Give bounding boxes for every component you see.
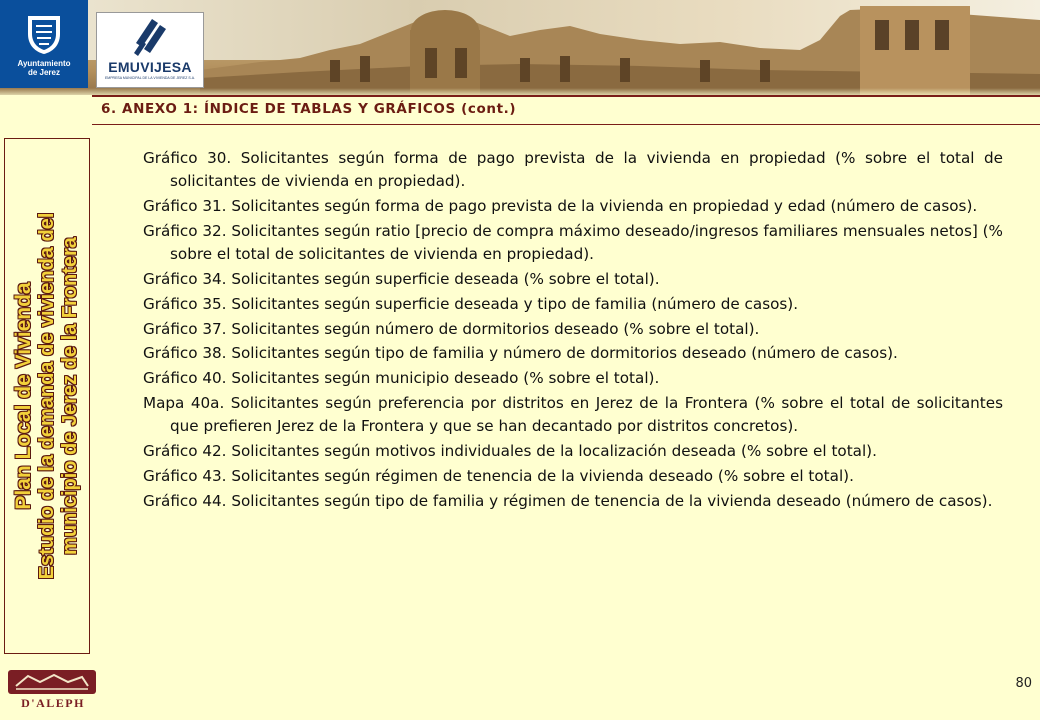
sidebar-title-line1: Plan Local de Vivienda: [12, 282, 35, 510]
index-item: Gráfico 34. Solicitantes según superficie deseada (% sobre el total).: [143, 269, 660, 288]
index-item: Gráfico 37. Solicitantes según número de dormitorios deseado (% sobre el total).: [143, 319, 760, 338]
sidebar-title-line3: municipio de Jerez de la Frontera: [59, 237, 81, 555]
index-item: Gráfico 35. Solicitantes según superficie deseada y tipo de familia (número de casos).: [143, 294, 799, 313]
index-item: Gráfico 31. Solicitantes según forma de pago prevista de la vivienda en propiedad y edad (número de casos).: [143, 197, 978, 216]
banner-fade: [0, 88, 1040, 95]
index-item: Gráfico 32. Solicitantes según ratio [precio de compra máximo deseado/ingresos familiares mensuales netos] (% sobre el total de solicitantes de vivienda en propiedad).: [143, 221, 1003, 264]
index-item: Gráfico 30. Solicitantes según forma de pago prevista de la vivienda en propiedad (% sobre el total de solicitantes de vivienda en propiedad).: [143, 149, 1003, 191]
emuvijesa-subtitle: EMPRESA MUNICIPAL DE LA VIVIENDA DE JEREZ S.A.: [104, 76, 196, 80]
ayuntamiento-label: Ayuntamiento de Jerez: [17, 58, 71, 77]
sidebar-title-line2: Estudio de la demanda de vivienda del: [36, 212, 58, 580]
emuvijesa-logo: [96, 12, 204, 88]
index-item: Gráfico 40. Solicitantes según municipio deseado (% sobre el total).: [143, 369, 660, 388]
header-rule: [92, 95, 1040, 97]
sidebar-vertical-title: [12, 146, 82, 646]
index-item: Gráfico 43. Solicitantes según régimen de tenencia de la vivienda deseado (% sobre el total).: [143, 466, 854, 485]
section-title: 6. ANEXO 1: ÍNDICE DE TABLAS Y GRÁFICOS (cont.): [101, 101, 517, 117]
index-item: Gráfico 44. Solicitantes según tipo de familia y régimen de tenencia de la vivienda deseado (número de casos).: [143, 491, 993, 510]
daleph-emblem-icon: [8, 670, 96, 694]
emuvijesa-mark-icon: [130, 13, 170, 57]
index-list: [143, 147, 1003, 514]
daleph-logo: [8, 670, 98, 712]
ayuntamiento-logo: [0, 0, 88, 88]
page-number: 80: [1015, 676, 1032, 691]
index-item: Gráfico 38. Solicitantes según tipo de familia y número de dormitorios deseado (número de casos).: [143, 344, 898, 363]
coat-of-arms-icon: [24, 12, 64, 56]
sidebar-title-box: [4, 138, 90, 654]
index-item: Gráfico 42. Solicitantes según motivos individuales de la localización deseada (% sobre el total).: [143, 442, 877, 461]
index-item: Mapa 40a. Solicitantes según preferencia por distritos en Jerez de la Frontera (% sobre el total de solicitantes que prefieren Jerez de la Frontera y que se han decantado por distritos concretos).: [143, 393, 1003, 436]
emuvijesa-name: EMUVIJESA: [108, 59, 192, 75]
daleph-wordmark: D'ALEPH: [21, 696, 85, 710]
header-rule-bottom: [92, 124, 1040, 125]
daleph-mark: [8, 670, 96, 694]
